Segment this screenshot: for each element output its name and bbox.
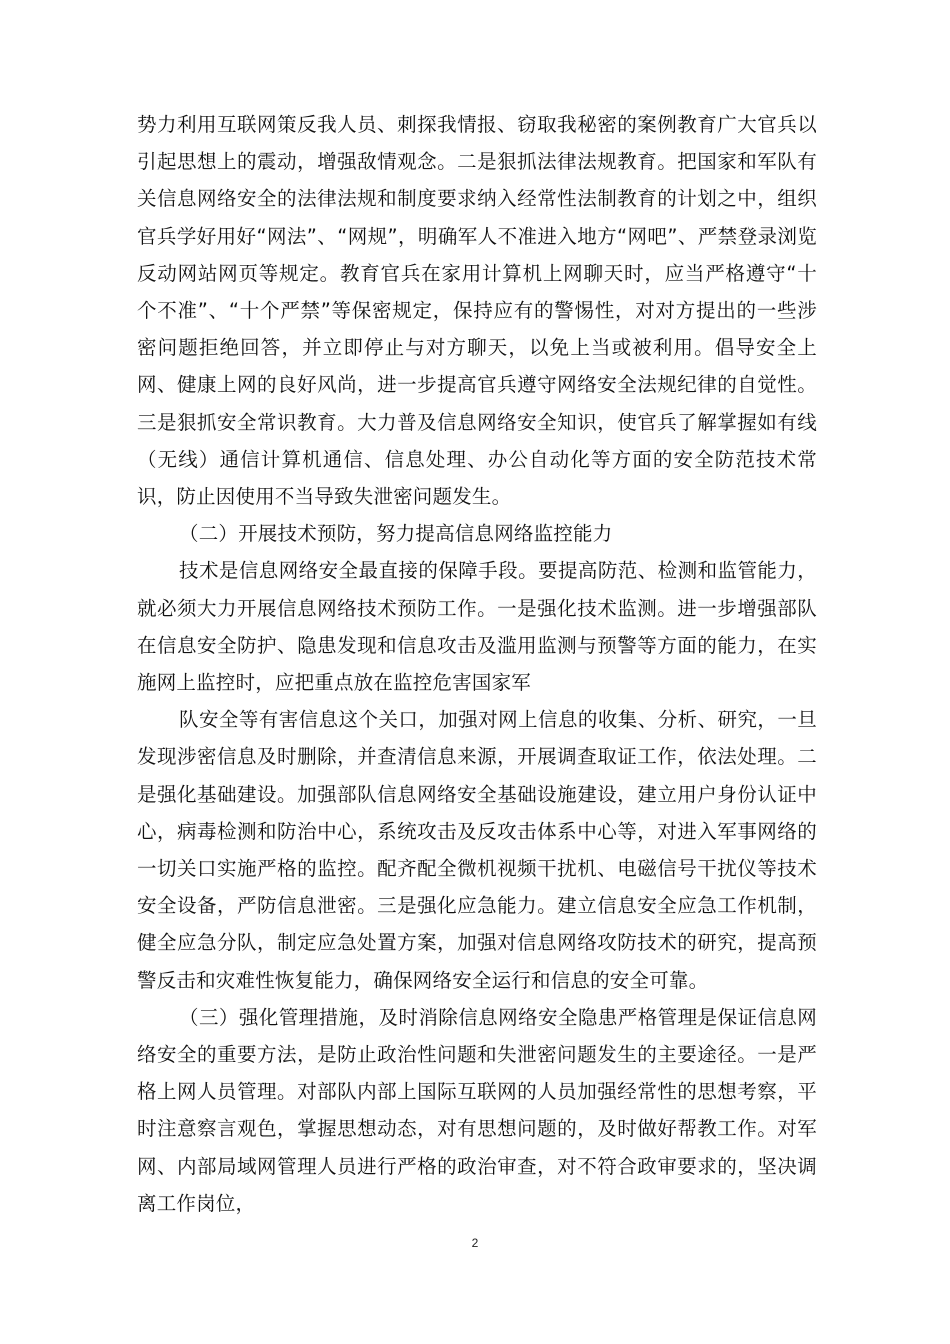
page-number: 2: [471, 1236, 479, 1250]
paragraph-4: （三）强化管理措施，及时消除信息网络安全隐患严格管理是保证信息网络安全的重要方法，是防止政治性问题和失泄密问题发生的主要途径。一是严格上网人员管理。对部队内部上国际互联网的人员加强经常性的思想考察，平时注意察言观色，掌握思想动态，对有思想问题的，及时做好帮教工作。对军网、内部局域网管理人员进行严格的政治审查，对不符合政审要求的，坚决调离工作岗位，: [137, 1005, 817, 1215]
paragraph-3: 队安全等有害信息这个关口，加强对网上信息的收集、分析、研究，一旦发现涉密信息及时删除，并查清信息来源，开展调查取证工作，依法处理。二是强化基础建设。加强部队信息网络安全基础设施建设，建立用户身份认证中心，病毒检测和防治中心，系统攻击及反攻击体系中心等，对进入军事网络的一切关口实施严格的监控。配齐配全微机视频干扰机、电磁信号干扰仪等技术安全设备，严防信息泄密。三是强化应急能力。建立信息安全应急工作机制，健全应急分队，制定应急处置方案，加强对信息网络攻防技术的研究，提高预警反击和灾难性恢复能力，确保网络安全运行和信息的安全可靠。: [137, 708, 817, 992]
section-heading-2: （二）开展技术预防，努力提高信息网络监控能力: [179, 522, 613, 546]
document-body: [137, 106, 817, 1222]
paragraph-1: 势力利用互联网策反我人员、刺探我情报、窃取我秘密的案例教育广大官兵以引起思想上的震动，增强敌情观念。二是狠抓法律法规教育。把国家和军队有关信息网络安全的法律法规和制度要求纳入经常性法制教育的计划之中，组织官兵学好用好“网法”、“网规”，明确军人不准进入地方“网吧”、严禁登录浏览反动网站网页等规定。教育官兵在家用计算机上网聊天时，应当严格遵守“十个不准”、“十个严禁”等保密规定，保持应有的警惕性，对对方提出的一些涉密问题拒绝回答，并立即停止与对方聊天，以免上当或被利用。倡导安全上网、健康上网的良好风尚，进一步提高官兵遵守网络安全法规纪律的自觉性。三是狠抓安全常识教育。大力普及信息网络安全知识，使官兵了解掌握如有线（无线）通信计算机通信、信息处理、办公自动化等方面的安全防范技术常识，防止因使用不当导致失泄密问题发生。: [137, 113, 817, 509]
paragraph-2: 技术是信息网络安全最直接的保障手段。要提高防范、检测和监管能力，就必须大力开展信息网络技术预防工作。一是强化技术监测。进一步增强部队在信息安全防护、隐患发现和信息攻击及滥用监测与预警等方面的能力，在实施网上监控时，应把重点放在监控危害国家军: [137, 559, 817, 695]
